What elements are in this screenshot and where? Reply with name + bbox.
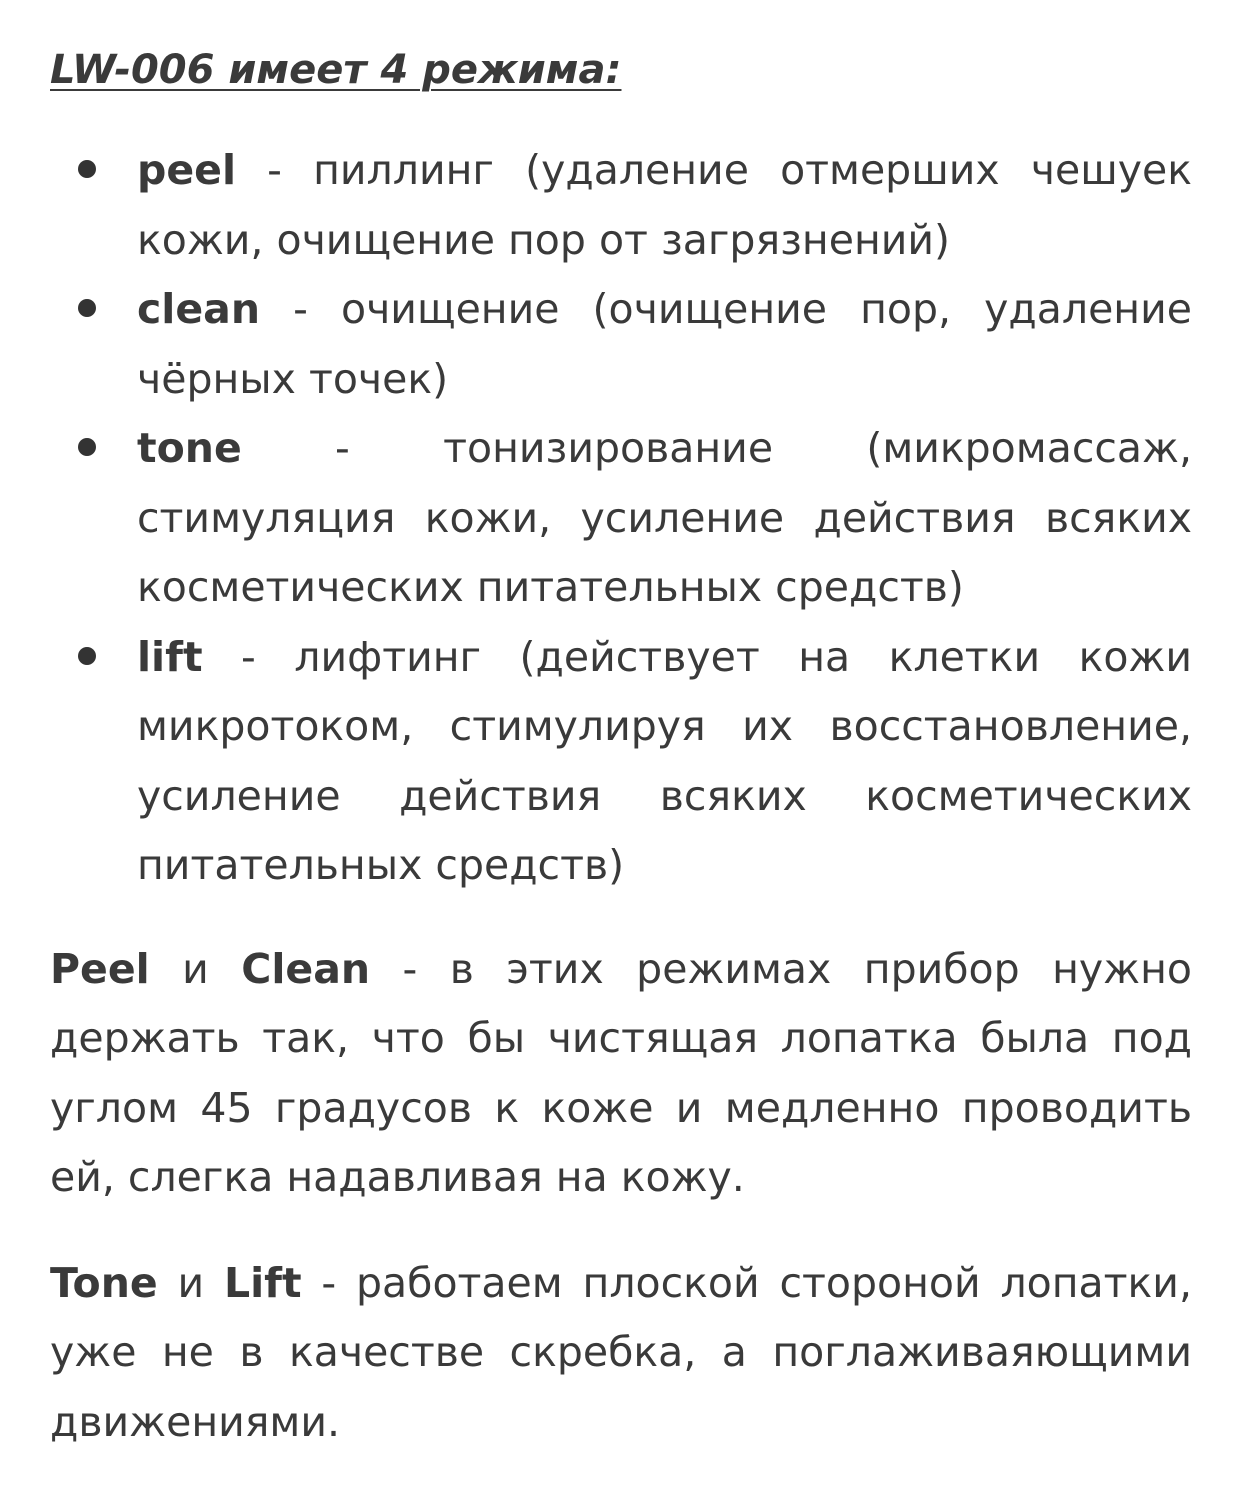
mode-description: - очищение (очищение пор, удаление чёрных точек) (137, 285, 1192, 403)
bullet-icon (78, 299, 96, 317)
bullet-icon (78, 160, 96, 178)
conjunction: и (149, 944, 242, 993)
paragraph-tone-lift (50, 1249, 1192, 1458)
term: Lift (223, 1258, 302, 1307)
modes-list (50, 136, 1192, 901)
bullet-icon (78, 438, 96, 456)
mode-name: tone (137, 424, 242, 472)
paragraph-peel-clean (50, 935, 1192, 1213)
heading: LW-006 имеет 4 режима: (50, 47, 622, 93)
mode-name: clean (137, 285, 261, 333)
list-item (50, 623, 1192, 901)
list-item (50, 275, 1192, 414)
term: Tone (50, 1258, 158, 1307)
term: Clean (241, 944, 371, 993)
list-item (50, 414, 1192, 623)
paragraph-text: - в этих режимах прибор нужно держать так, что бы чистящая лопатка была под углом 45 градусов к коже и медленно проводить ей, слегка надавливая на кожу. (50, 944, 1192, 1201)
mode-description: - лифтинг (действует на клетки кожи микротоком, стимулируя их восстановление, усиление действия всяких косметических питательных средств) (137, 632, 1192, 889)
paragraph-text: - работаем плоской стороной лопатки, уже не в качестве скребка, а поглаживаяющими движениями. (50, 1258, 1192, 1446)
list-item (50, 136, 1192, 275)
bullet-icon (78, 647, 96, 665)
mode-name: lift (137, 632, 203, 681)
term: Peel (50, 944, 150, 993)
conjunction: и (157, 1258, 224, 1307)
mode-description: - тонизирование (микромассаж, стимуляция кожи, усиление действия всяких косметических питательных средств) (137, 424, 1192, 611)
mode-name: peel (137, 146, 237, 194)
document (50, 38, 1192, 1457)
mode-description: - пиллинг (удаление отмерших чешуек кожи, очищение пор от загрязнений) (137, 146, 1192, 264)
